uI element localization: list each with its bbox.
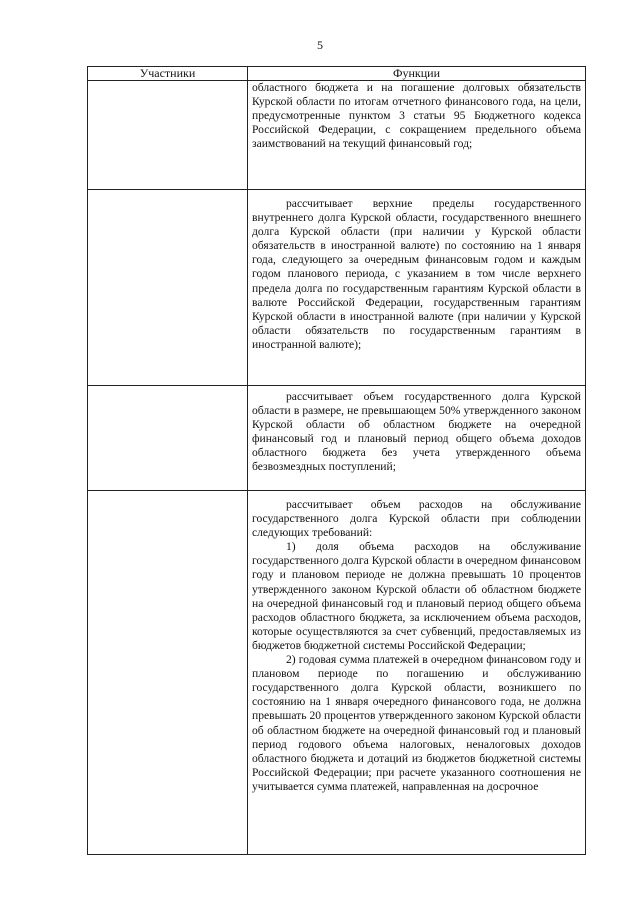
function-paragraph: рассчитывает объем расходов на обслуживание государственного долга Курской области при соблюдении следующих требований:: [252, 498, 581, 540]
header-participants: Участники: [88, 67, 248, 81]
participant-cell: [88, 491, 248, 855]
table-header-row: [88, 67, 586, 81]
function-cell: [248, 190, 586, 386]
function-paragraph: рассчитывает объем государственного долга Курской области в размере, не превышающем 50% утвержденного законом Курской области об областном бюджете на очередной финансовый год и плановый период общего объема доходов областного бюджета без учета утвержденного объема безвозмездных поступлений;: [252, 390, 581, 474]
function-paragraph: областного бюджета и на погашение долговых обязательств Курской области по итогам отчетного финансового года, на цели, предусмотренные пунктом 3 статьи 95 Бюджетного кодекса Российской Федерации, с сокращением предельного объема заимствований на текущий финансовый год;: [252, 81, 581, 151]
table-row: [88, 491, 586, 855]
function-paragraph: 1) доля объема расходов на обслуживание государственного долга Курской области в очередном финансовом году и плановом периоде не должна превышать 10 процентов утвержденного законом Курской области об областном бюджете на очередной финансовый год и плановый период общего объема расходов областного бюджета, за исключением объема расходов, которые осуществляются за счет субвенций, предоставляемых из бюджетов бюджетной системы Российской Федерации;: [252, 540, 581, 652]
header-functions: Функции: [248, 67, 586, 81]
function-cell: [248, 81, 586, 190]
function-cell: [248, 491, 586, 855]
table-row: [88, 190, 586, 386]
participant-cell: [88, 81, 248, 190]
function-paragraph: 2) годовая сумма платежей в очередном финансовом году и плановом периоде по погашению и обслуживанию государственного долга Курской области, возникшего по состоянию на 1 января очередного финансового года, не должна превышать 20 процентов утвержденного законом Курской области об областном бюджете на очередной финансовый год и плановый период годового объема налоговых, неналоговых доходов областного бюджета и дотаций из бюджетов бюджетной системы Российской Федерации; при расчете указанного соотношения не учитывается сумма платежей, направленная на досрочное: [252, 653, 581, 793]
function-cell: [248, 386, 586, 491]
functions-table: [87, 66, 586, 855]
table-row: [88, 81, 586, 190]
page-number: 5: [317, 38, 323, 52]
participant-cell: [88, 386, 248, 491]
function-paragraph: рассчитывает верхние пределы государственного внутреннего долга Курской области, государственного внешнего долга Курской области (при наличии у Курской области обязательств в иностранной валюте) по состоянию на 1 января года, следующего за очередным финансовым годом и каждым годом планового периода, с указанием в том числе верхнего предела долга по государственным гарантиям Курской области в валюте Российской Федерации, государственным гарантиям Курской области в иностранной валюте (при наличии у Курской области обязательств по государственным гарантиям в иностранной валюте);: [252, 197, 581, 351]
participant-cell: [88, 190, 248, 386]
table-row: [88, 386, 586, 491]
